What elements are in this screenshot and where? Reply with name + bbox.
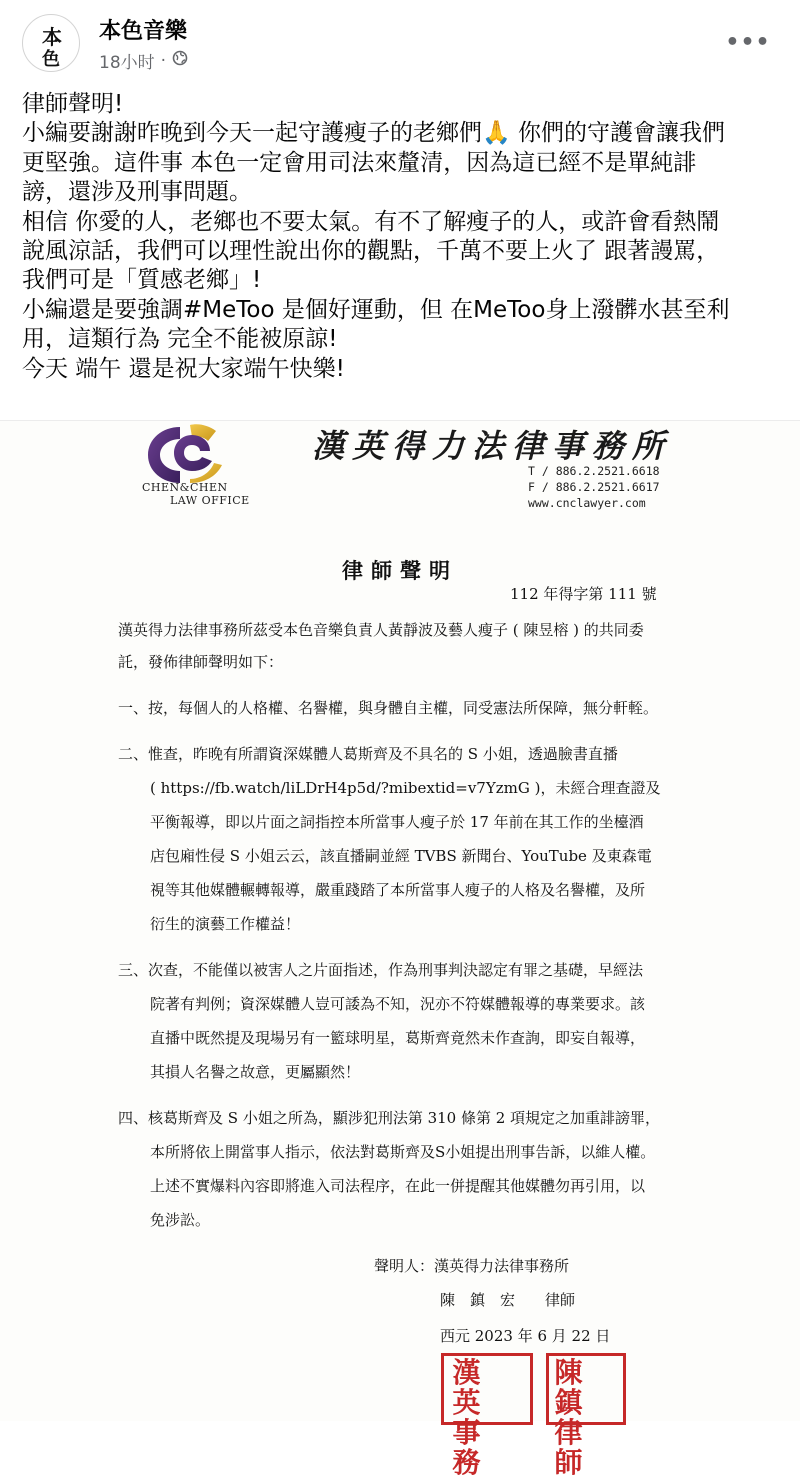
declarant: 聲明人：漢英得力法律事務所 [374, 1257, 570, 1275]
fax: F / 886.2.2521.6617 [528, 480, 660, 494]
logo-caption [142, 481, 250, 507]
letter-title: 律師聲明 [342, 558, 458, 583]
lawyer-name: 陳 鎮 宏 律師 [440, 1291, 576, 1309]
post-text-line: 今天 端午 還是祝大家端午快樂! [22, 355, 345, 382]
page-name[interactable]: 本色音樂 [99, 19, 188, 44]
law-firm-logo [140, 421, 232, 485]
seal-text: 漢英事務 [452, 1356, 481, 1479]
letter-line: 其損人名譽之故意，更屬顯然！ [150, 1063, 361, 1081]
website: www.cnclawyer.com [528, 496, 646, 510]
letter-line: 店包廂性侵 S 小姐云云，該直播嗣並經 TVBS 新聞台、YouTube 及東森電 [150, 847, 652, 865]
letter-line: 院著有判例；資深媒體人豈可諉為不知，況亦不符媒體報導的專業要求。該 [150, 995, 646, 1013]
letter-line: 託，發佈律師聲明如下： [118, 653, 284, 671]
post-text-line: 小編還是要強調#MeToo 是個好運動，但 在MeToo身上潑髒水甚至利 [22, 296, 730, 323]
more-options-icon[interactable]: ••• [725, 29, 771, 55]
avatar-char-2: 色 [42, 49, 60, 70]
firm-name: 漢英得力法律事務所 [312, 427, 673, 465]
post-time[interactable]: 18小时 [99, 53, 155, 73]
letter-line: ( https://fb.watch/liLDrH4p5d/?mibextid=v7YzmG )，未經合理查證及 [150, 779, 661, 797]
avatar[interactable] [22, 14, 80, 72]
doc-number: 112 年得字第 111 號 [510, 585, 657, 603]
letter-line: 漢英得力法律事務所茲受本色音樂負責人黃靜波及藝人瘦子 ( 陳昱榕 ) 的共同委 [118, 621, 644, 639]
logo-line-2: LAW OFFICE [170, 494, 250, 507]
post-text [22, 90, 782, 384]
letter-image[interactable] [0, 420, 800, 1479]
post-text-line: 相信 你愛的人，老鄉也不要太氣。有不了解瘦子的人，或許會看熱鬧 [22, 208, 720, 235]
post-text-line: 律師聲明! [22, 91, 124, 117]
post-text-line: 我們可是「質感老鄉」! [22, 267, 262, 294]
post-text-line: 謗，還涉及刑事問題。 [22, 179, 252, 206]
seal-text: 陳鎮律師 [554, 1356, 583, 1479]
letter-line: 一、按，每個人的人格權、名譽權，與身體自主權，同受憲法所保障，無分軒輊。 [118, 699, 659, 717]
letter-line: 上述不實爆料內容即將進入司法程序，在此一併提醒其他媒體勿再引用，以 [150, 1177, 646, 1195]
letter-line: 平衡報導，即以片面之詞指控本所當事人瘦子於 17 年前在其工作的坐檯酒 [150, 813, 644, 831]
globe-icon [172, 50, 188, 71]
letter-line: 免涉訟。 [150, 1211, 211, 1229]
letter-line: 直播中既然提及現場另有一籃球明星，葛斯齊竟然未作查詢，即妄自報導， [150, 1029, 646, 1047]
post-text-line: 用，這類行為 完全不能被原諒! [22, 326, 338, 353]
letter-date: 西元 2023 年 6 月 22 日 [440, 1327, 611, 1345]
lawyer-seal [546, 1353, 626, 1479]
letter-line: 本所將依上開當事人指示，依法對葛斯齊及S小姐提出刑事告訴，以維人權。 [150, 1143, 656, 1161]
post-meta [99, 48, 188, 73]
post-text-line: 說風涼話，我們可以理性說出你的觀點，千萬不要上火了 跟著謾罵， [22, 238, 720, 265]
firm-seal [441, 1353, 533, 1479]
firm-contacts [528, 463, 660, 511]
letter-line: 視等其他媒體輾轉報導，嚴重踐踏了本所當事人瘦子的人格及名譽權，及所 [150, 881, 646, 899]
post-header [0, 0, 800, 84]
meta-separator: · [160, 50, 167, 71]
logo-line-1: CHEN&CHEN [142, 481, 228, 494]
phone: T / 886.2.2521.6618 [528, 464, 660, 478]
letter-line: 二、惟查，昨晚有所謂資深媒體人葛斯齊及不具名的 S 小姐，透過臉書直播 [118, 745, 618, 763]
letter-line: 衍生的演藝工作權益！ [150, 915, 301, 933]
letter-line: 四、核葛斯齊及 S 小姐之所為，顯涉犯刑法第 310 條第 2 項規定之加重誹謗罪， [118, 1109, 661, 1127]
letter-line: 三、次查，不能僅以被害人之片面指述，作為刑事判決認定有罪之基礎，早經法 [118, 961, 644, 979]
post-text-line: 更堅強。這件事 本色一定會用司法來釐清，因為這已經不是單純誹 [22, 149, 697, 176]
post-text-line: 小編要謝謝昨晚到今天一起守護瘦子的老鄉們🙏 你們的守護會讓我們 [22, 120, 725, 147]
avatar-char-1: 本 [42, 25, 62, 49]
